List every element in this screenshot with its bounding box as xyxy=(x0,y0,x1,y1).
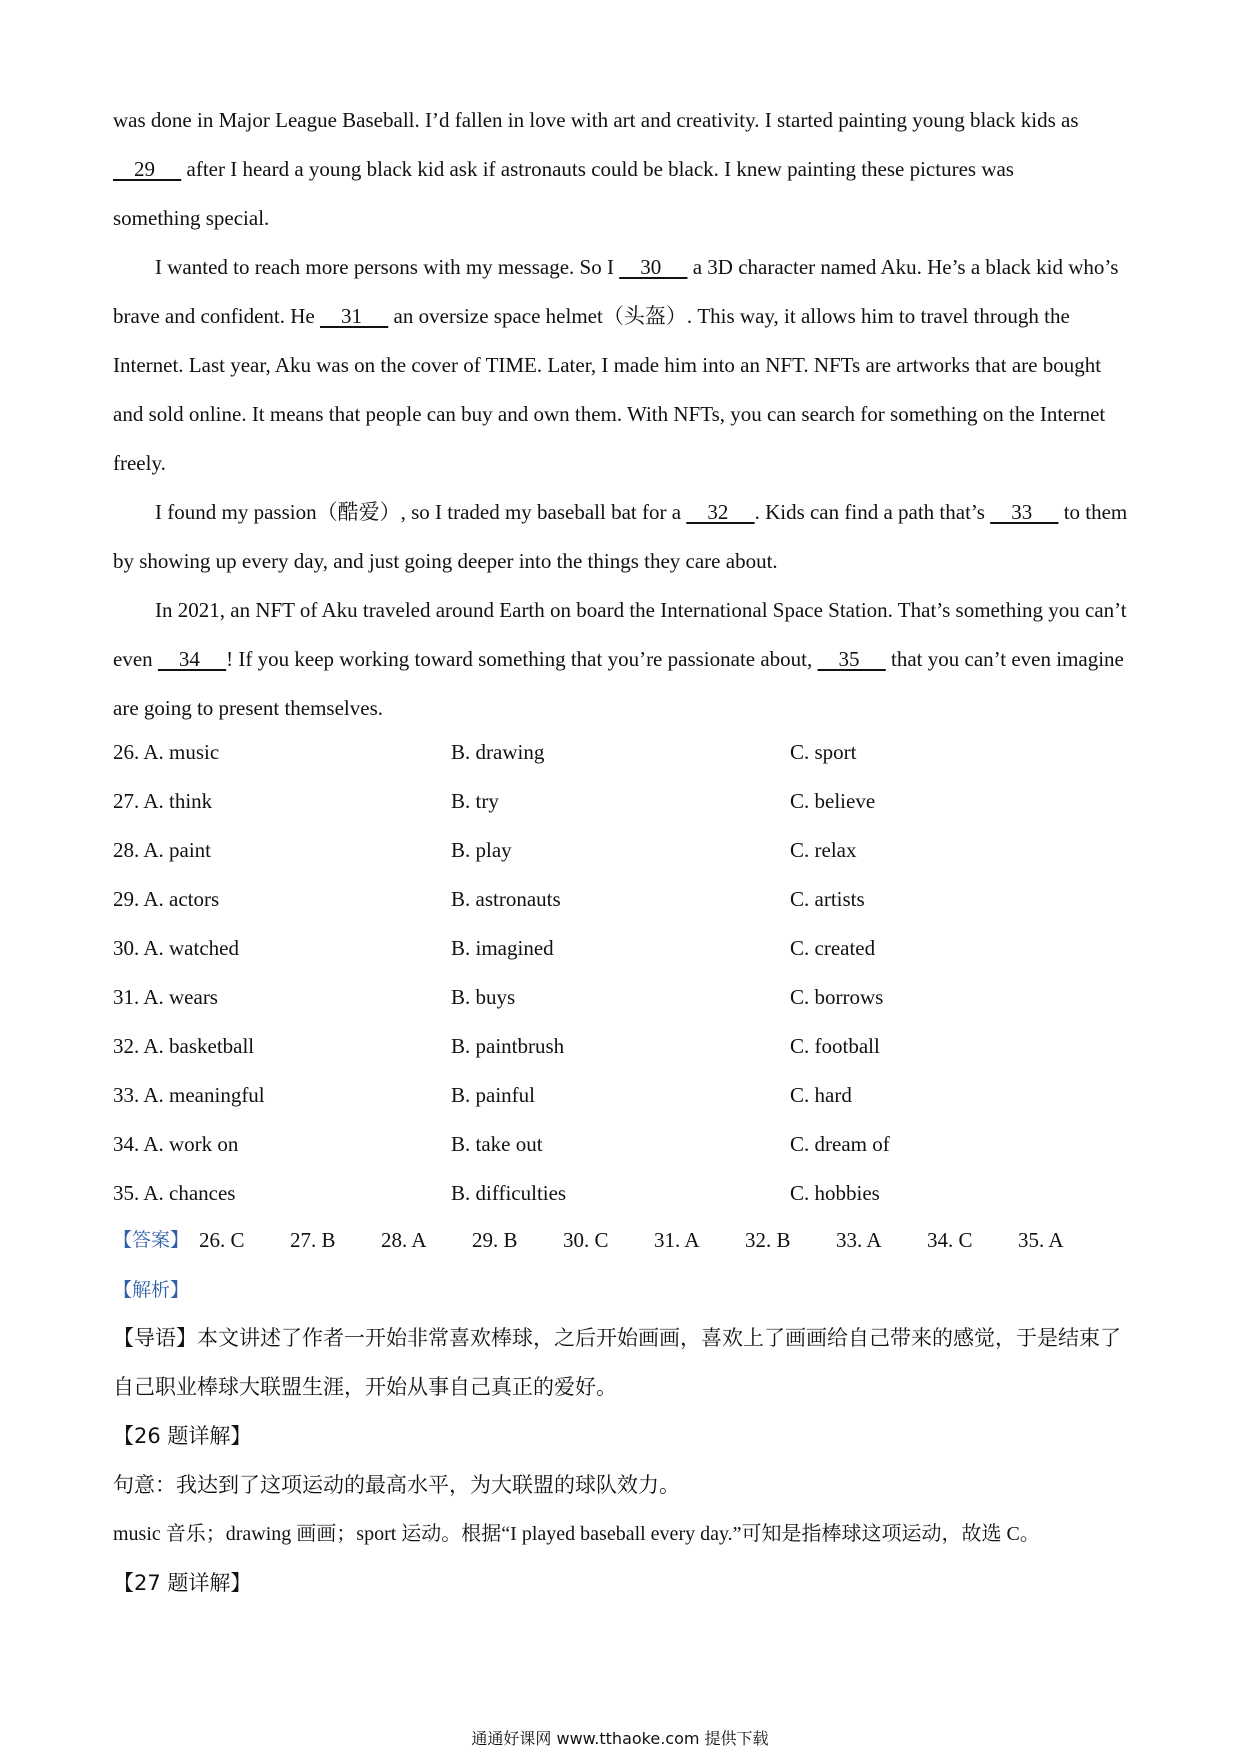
option-a: 32. A. basketball xyxy=(113,1034,255,1058)
answer-item: 31. A xyxy=(654,1228,700,1252)
option-a: 34. A. work on xyxy=(113,1132,239,1156)
option-c: C. sport xyxy=(790,740,857,764)
option-c: C. hobbies xyxy=(790,1181,880,1205)
option-a: 29. A. actors xyxy=(113,887,220,911)
answer-item: 26. C xyxy=(199,1228,245,1252)
option-c: C. football xyxy=(790,1034,880,1058)
option-a: 31. A. wears xyxy=(113,985,218,1009)
passage-paragraph-2 xyxy=(113,243,1133,488)
option-c: C. borrows xyxy=(790,985,884,1009)
option-row xyxy=(113,1022,1133,1071)
passage-text: I wanted to reach more persons with my message. So I xyxy=(155,255,620,279)
q26-meaning: 句意：我达到了这项运动的最高水平，为大联盟的球队效力。 xyxy=(113,1473,680,1497)
option-b: B. buys xyxy=(451,985,516,1009)
answer-item: 34. C xyxy=(927,1228,973,1252)
option-row xyxy=(113,728,1133,777)
passage-text: I found my passion（酷爱）, so I traded my baseball bat for a xyxy=(155,500,687,524)
options-list xyxy=(113,728,1133,1218)
q27-title: 【27 题详解】 xyxy=(113,1571,252,1595)
answer-tag: 【答案】 xyxy=(113,1229,190,1251)
answer-item: 28. A xyxy=(381,1228,427,1252)
option-row xyxy=(113,826,1133,875)
option-c: C. dream of xyxy=(790,1132,890,1156)
answer-item: 35. A xyxy=(1018,1228,1064,1252)
blank-35: 35 xyxy=(817,647,886,671)
passage-text: was done in Major League Baseball. I’d fallen in love with art and creativity. I started painting young black kids as xyxy=(113,108,1079,132)
answer-item: 33. A xyxy=(836,1228,882,1252)
footer-watermark: 通通好课网 www.tthaoke.com 提供下载 xyxy=(471,1729,769,1748)
option-b: B. painful xyxy=(451,1083,535,1107)
passage-text: a 3D character named Aku. He’s a black kid who’s brave and confident. He xyxy=(113,255,1119,328)
option-a: 33. A. meaningful xyxy=(113,1083,265,1107)
q26-detail: music 音乐；drawing 画画；sport 运动。根据“I played baseball every day.”可知是指棒球这项运动，故选 C。 xyxy=(113,1523,1040,1545)
option-a: 27. A. think xyxy=(113,789,213,813)
option-a: 35. A. chances xyxy=(113,1181,236,1205)
option-c: C. believe xyxy=(790,789,876,813)
blank-29: 29 xyxy=(113,157,182,181)
blank-33: 33 xyxy=(990,500,1059,524)
option-b: B. play xyxy=(451,838,512,862)
answer-item: 32. B xyxy=(745,1228,791,1252)
passage-text: after I heard a young black kid ask if astronauts could be black. I knew painting these pictures was xyxy=(181,157,1014,181)
option-row xyxy=(113,875,1133,924)
passage-text: that you can’t even imagine are going to present themselves. xyxy=(113,647,1124,720)
option-c: C. hard xyxy=(790,1083,852,1107)
option-row xyxy=(113,1071,1133,1120)
passage-text: an oversize space helmet（头盔）. This way, it allows him to travel through the Internet. Last year, Aku was on the cover of TIME. Later, I made him into an NFT. NFTs are artworks that are bought and sold online. It means that people can buy and own them. With NFTs, you can search for something on the Internet freely. xyxy=(113,304,1106,475)
option-c: C. artists xyxy=(790,887,865,911)
option-b: B. drawing xyxy=(451,740,545,764)
option-b: B. try xyxy=(451,789,499,813)
option-row xyxy=(113,777,1133,826)
passage-text: . Kids can find a path that’s xyxy=(754,500,991,524)
answer-item: 27. B xyxy=(290,1228,336,1252)
passage-text: to them by showing up every day, and just going deeper into the things they care about. xyxy=(113,500,1128,573)
answer-item: 29. B xyxy=(472,1228,518,1252)
answer-item: 30. C xyxy=(563,1228,609,1252)
q26-title: 【26 题详解】 xyxy=(113,1424,252,1448)
option-row xyxy=(113,973,1133,1022)
option-b: B. imagined xyxy=(451,936,554,960)
option-c: C. created xyxy=(790,936,876,960)
option-row xyxy=(113,1120,1133,1169)
answer-key xyxy=(113,1216,1133,1265)
analysis-intro: 【导语】本文讲述了作者一开始非常喜欢棒球，之后开始画画，喜欢上了画画给自己带来的感觉，于是结束了自己职业棒球大联盟生涯，开始从事自己真正的爱好。 xyxy=(113,1326,1121,1399)
passage-paragraph-4 xyxy=(113,586,1133,733)
blank-30: 30 xyxy=(619,255,688,279)
option-row xyxy=(113,924,1133,973)
passage-text: ! If you keep working toward something that you’re passionate about, xyxy=(226,647,818,671)
blank-32: 32 xyxy=(686,500,755,524)
analysis-heading xyxy=(113,1265,1133,1315)
option-a: 26. A. music xyxy=(113,740,220,764)
passage-paragraph-3 xyxy=(113,488,1133,586)
option-c: C. relax xyxy=(790,838,857,862)
option-a: 30. A. watched xyxy=(113,936,239,960)
option-b: B. astronauts xyxy=(451,887,561,911)
passage-text: In 2021, an NFT of Aku traveled around Earth on board the International Space Station. That’s something you can’t even xyxy=(113,598,1127,671)
passage-paragraph-1 xyxy=(113,96,1133,243)
option-b: B. difficulties xyxy=(451,1181,567,1205)
option-b: B. take out xyxy=(451,1132,543,1156)
blank-31: 31 xyxy=(320,304,389,328)
option-a: 28. A. paint xyxy=(113,838,211,862)
blank-34: 34 xyxy=(157,647,227,671)
option-b: B. paintbrush xyxy=(451,1034,565,1058)
option-row xyxy=(113,1169,1133,1218)
passage-text: something special. xyxy=(113,206,270,230)
analysis-tag: 【解析】 xyxy=(113,1279,190,1301)
